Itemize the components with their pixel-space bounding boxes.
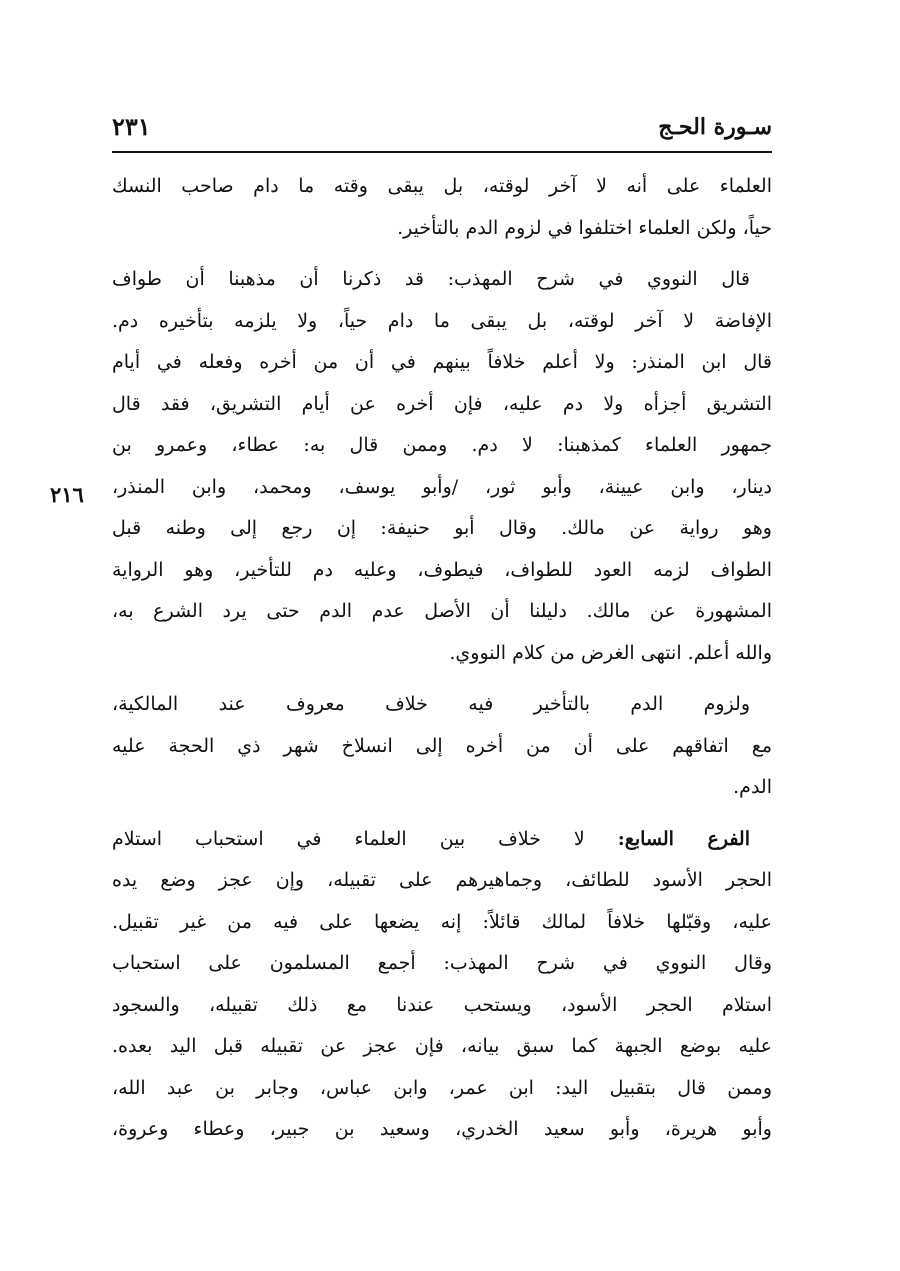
text-line: التشريق أجزأه ولا دم عليه، فإن أخره عن أيام التشريق، فقد قال [112,392,772,415]
body-text [112,166,772,1151]
text-line: الحجر الأسود للطائف، وجماهيرهم على تقبيله، وإن عجز وضع يده [112,869,772,891]
text-line [112,819,772,861]
text-line: حياً، ولكن العلماء اختلفوا في لزوم الدم بالتأخير. [397,216,772,239]
text-line: العلماء على أنه لا آخر لوقته، بل يبقى وقته ما دام صاحب النسك [112,175,772,197]
text-line: وهو رواية عن مالك. وقال أبو حنيفة: إن رجع إلى وطنه قبل [112,517,772,539]
text-line-rest: لا خلاف بين العلماء في استحباب استلام [112,827,585,850]
text-line: قال ابن المنذر: ولا أعلم خلافاً بينهم في أن من أخره وفعله في أيام [112,351,772,373]
paragraph-1 [112,166,772,249]
paragraph-2 [112,259,772,674]
text-line: جمهور العلماء كمذهبنا: لا دم. وممن قال به: عطاء، وعمرو بن [112,434,772,456]
margin-page-reference: ٢١٦ [50,482,84,507]
text-line: وقال النووي في شرح المهذب: أجمع المسلمون على استحباب [112,952,772,974]
page-number: ٢٣١ [112,112,151,141]
text-line: قال النووي في شرح المهذب: قد ذكرنا أن مذهبنا أن طواف [112,268,750,290]
page-header [112,108,772,152]
paragraph-3 [112,684,772,809]
text-line: عليه، وقبّلها خلافاً لمالك قائلاً: إنه يضعها على فيه من غير تقبيل. [112,910,772,933]
paragraph-4 [112,819,772,1151]
header-rule [112,151,772,153]
text-line: استلام الحجر الأسود، ويستحب عندنا مع ذلك تقبيله، والسجود [112,993,772,1016]
section-heading: الفرع السابع: [617,827,751,850]
text-line: المشهورة عن مالك. دليلنا أن الأصل عدم الدم حتى يرد الشرع به، [112,600,772,622]
text-line: وأبو هريرة، وأبو سعيد الخدري، وسعيد بن جبير، وعطاء وعروة، [112,1118,772,1140]
text-line: مع اتفاقهم على أن من أخره إلى انسلاخ شهر ذي الحجة عليه [112,734,772,757]
text-line: وممن قال بتقبيل اليد: ابن عمر، وابن عباس، وجابر بن عبد الله، [112,1076,772,1099]
text-line: الإفاضة لا آخر لوقته، بل يبقى ما دام حياً، ولا يلزمه بتأخيره دم. [112,309,772,332]
text-line: عليه بوضع الجبهة كما سبق بيانه، فإن عجز عن تقبيله قبل اليد بعده. [112,1035,772,1057]
text-line: الدم. [733,776,772,798]
text-line: دينار، وابن عيينة، وأبو ثور، /وأبو يوسف، ومحمد، وابن المنذر، [112,475,772,498]
text-line: ولزوم الدم بالتأخير فيه خلاف معروف عند المالكية، [112,693,750,715]
running-title: سـورة الحـج [658,114,772,140]
text-line: الطواف لزمه العود للطواف، فيطوف، وعليه دم للتأخير، وهو الرواية [112,558,772,581]
text-line: والله أعلم. انتهى الغرض من كلام النووي. [449,641,772,664]
